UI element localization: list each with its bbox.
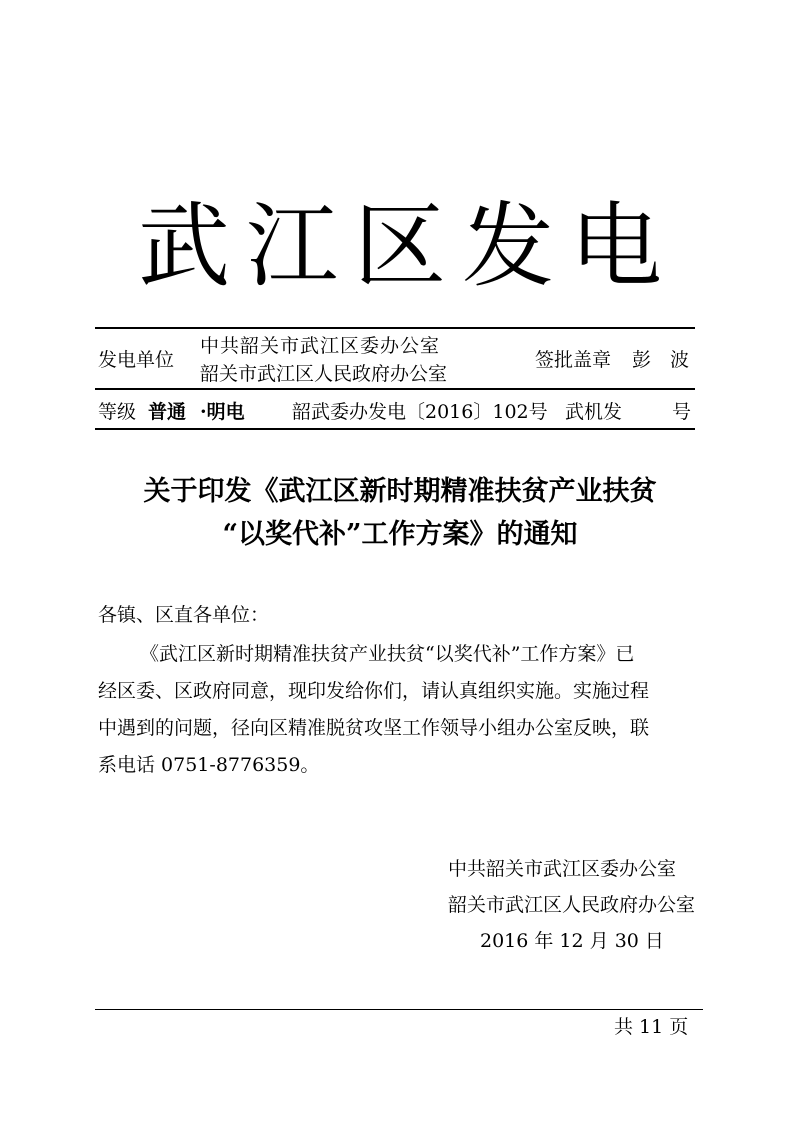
approver-label: 签批盖章	[535, 349, 612, 371]
doc-number: 韶武委办发电〔2016〕102号	[292, 401, 548, 423]
body-line-4: 系电话 0751-8776359。	[98, 754, 320, 776]
page-title: 武江区发电	[137, 193, 678, 300]
issuer-1: 中共韶关市武江区委办公室	[448, 858, 677, 880]
issue-date: 2016 年 12 月 30 日	[480, 930, 664, 952]
number-suffix: 号	[672, 401, 692, 423]
header-middle-rule	[95, 388, 695, 390]
header-top-rule	[95, 327, 695, 329]
salutation: 各镇、区直各单位：	[98, 604, 270, 626]
document-title-line-2: “以奖代补”工作方案》的通知	[222, 519, 578, 550]
page-count: 共 11 页	[614, 1016, 689, 1038]
machine-label: 武机发	[565, 401, 623, 423]
footer-rule	[95, 1009, 703, 1010]
level-label: 等级	[98, 401, 137, 423]
sender-unit-1: 中共韶关市武江区委办公室	[200, 335, 441, 357]
approver-name: 彭 波	[632, 349, 690, 371]
issuer-2: 韶关市武江区人民政府办公室	[448, 894, 696, 916]
body-line-2: 经区委、区政府同意，现印发给你们，请认真组织实施。实施过程	[98, 680, 650, 702]
header-bottom-rule	[95, 428, 695, 430]
sender-unit-2: 韶关市武江区人民政府办公室	[200, 363, 448, 385]
sender-label: 发电单位	[98, 349, 175, 371]
body-line-1: 《武江区新时期精准扶贫产业扶贫“以奖代补”工作方案》已	[140, 643, 635, 665]
urgency-value: ·明电	[200, 401, 245, 423]
document-title-line-1: 关于印发《武江区新时期精准扶贫产业扶贫	[143, 476, 657, 507]
body-line-3: 中遇到的问题，径向区精准脱贫攻坚工作领导小组办公室反映，联	[98, 717, 650, 739]
level-value: 普通	[148, 401, 187, 423]
